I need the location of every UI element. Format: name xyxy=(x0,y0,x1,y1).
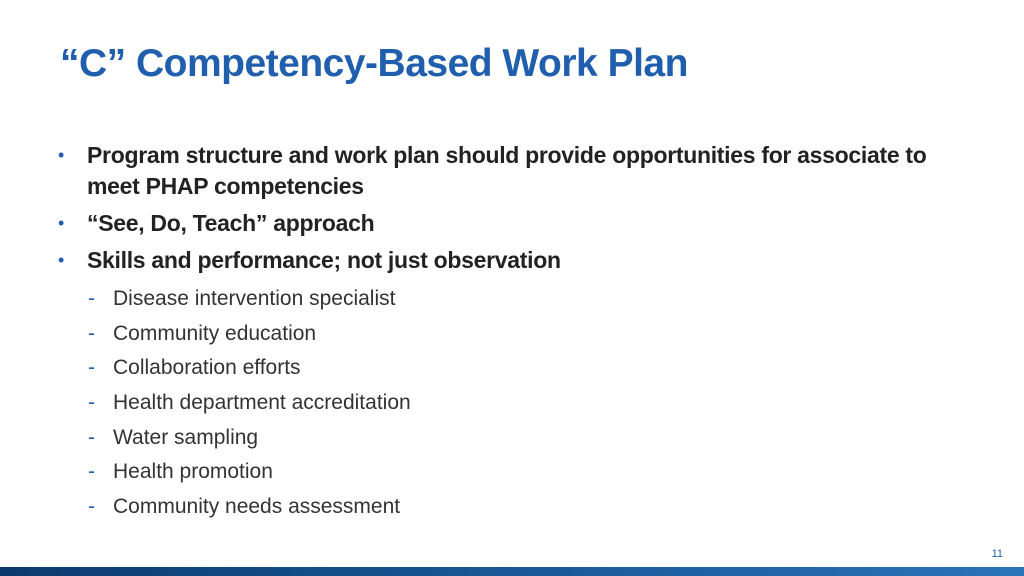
dash-icon: - xyxy=(88,460,95,484)
bullet-icon: • xyxy=(58,145,65,165)
footer-bar xyxy=(0,567,1024,576)
sub-item-list xyxy=(58,282,938,524)
sub-item xyxy=(88,420,938,455)
sub-item xyxy=(88,386,938,421)
sub-item xyxy=(88,351,938,386)
dash-icon: - xyxy=(88,321,95,345)
dash-icon: - xyxy=(88,494,95,518)
bullet-item xyxy=(58,208,938,239)
dash-icon: - xyxy=(88,356,95,380)
sub-item xyxy=(88,317,938,352)
bullet-icon: • xyxy=(58,213,65,233)
bullet-text: “See, Do, Teach” approach xyxy=(87,210,375,236)
sub-item-text: Water sampling xyxy=(113,425,259,449)
dash-icon: - xyxy=(88,425,95,449)
dash-icon: - xyxy=(88,391,95,415)
sub-item xyxy=(88,455,938,490)
slide-title: “C” Competency-Based Work Plan xyxy=(60,42,688,85)
sub-item-text: Community needs assessment xyxy=(113,494,401,518)
sub-item xyxy=(88,490,938,525)
sub-item xyxy=(88,282,938,317)
bullet-text: Program structure and work plan should provide opportunities for associate to meet PHAP competencies xyxy=(87,142,927,199)
dash-icon: - xyxy=(88,287,95,311)
sub-item-text: Collaboration efforts xyxy=(113,356,301,380)
sub-item-text: Health department accreditation xyxy=(113,391,411,415)
bullet-list xyxy=(58,140,938,524)
bullet-item xyxy=(58,140,938,202)
sub-item-text: Health promotion xyxy=(113,460,273,484)
bullet-icon: • xyxy=(58,250,65,270)
sub-item-text: Disease intervention specialist xyxy=(113,287,396,311)
bullet-text: Skills and performance; not just observation xyxy=(87,247,561,273)
page-number: 11 xyxy=(991,548,1003,560)
sub-item-text: Community education xyxy=(113,321,317,345)
bullet-item xyxy=(58,245,938,276)
